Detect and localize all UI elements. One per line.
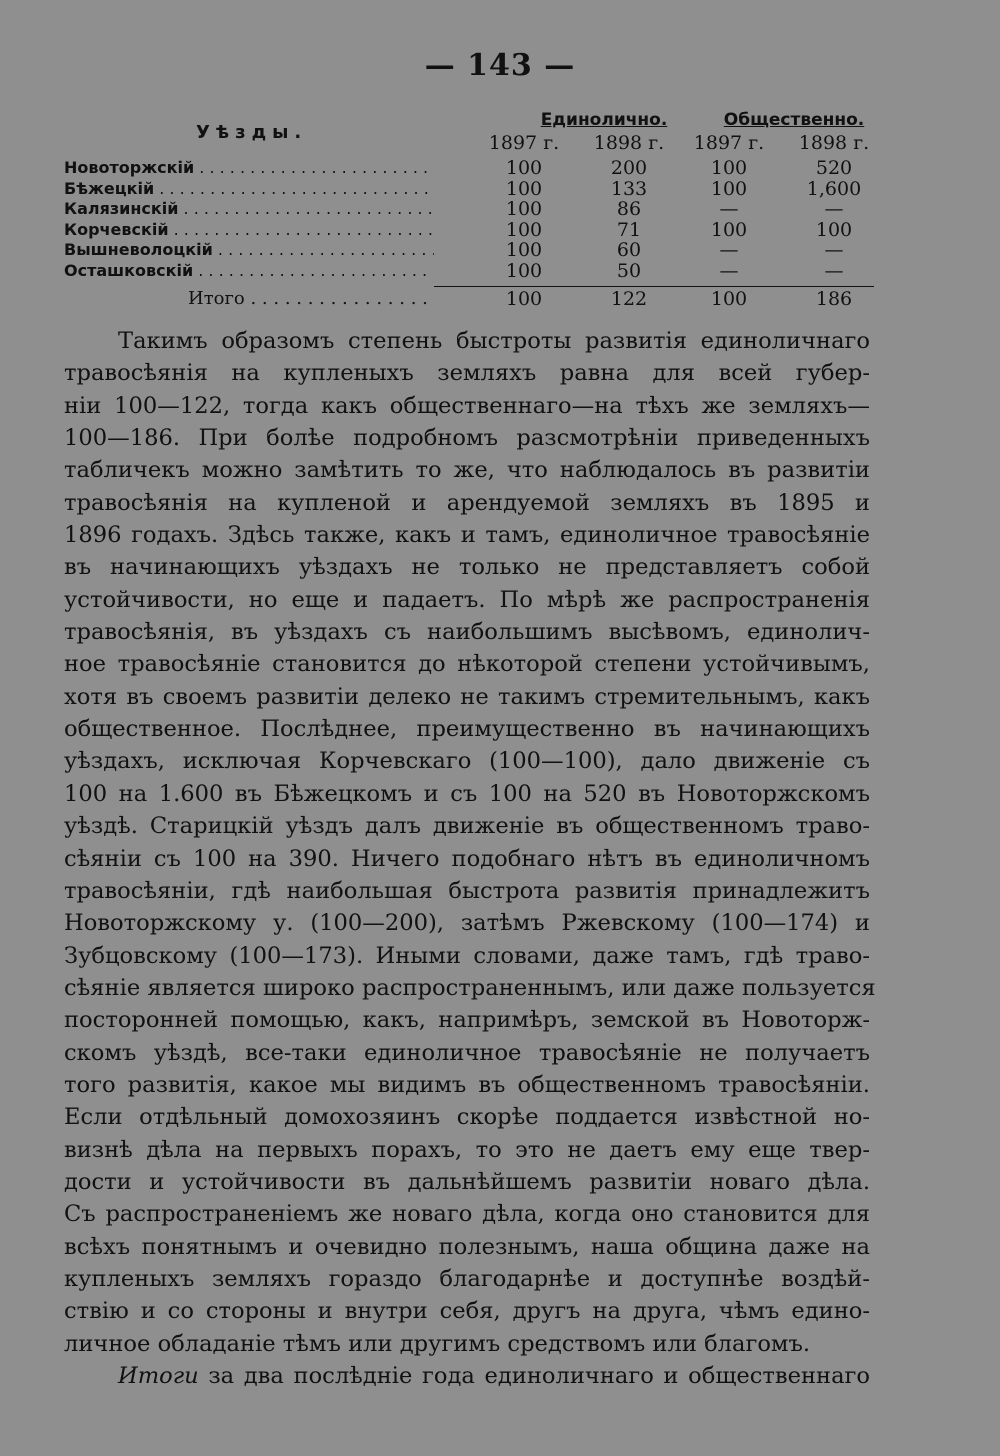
text-line: купленыхъ земляхъ гораздо благодарнѣе и доступнѣе воздѣй- [64,1265,870,1292]
text-line: визнѣ дѣла на первыхъ порахъ, то это не даетъ ему еще твер- [64,1136,870,1163]
table-cell: 86 [616,198,642,220]
table-cell: 100 [505,177,543,200]
year-header: 1898 г. [593,132,665,154]
table-cell: 100 [815,218,853,241]
text-line: 100 на 1.600 въ Бѣжецкомъ и съ 100 на 520 въ Новоторжскомъ [64,780,870,807]
text-line: дости и устойчивости въ дальнѣйшемъ развитіи новаго дѣла. [64,1168,870,1195]
text-line: ствію и со стороны и внутри себя, другъ на друга, чѣмъ едино- [64,1298,870,1325]
italic-word: Итоги [118,1363,199,1389]
text-line: того развитія, какое мы видимъ въ общественномъ травосѣяніи. [64,1071,870,1098]
district-name: Калязинскій . . . [64,199,434,220]
table-row [64,220,874,241]
table-cell: 100 [505,259,543,282]
table-cell: 50 [616,259,642,282]
group-header-communal: Общественно. [723,110,865,130]
total-row [64,288,874,310]
table-cell: 100 [505,157,543,179]
text-line: травосѣянія на купленой и арендуемой земляхъ въ 1895 и [64,489,870,516]
table-row [64,158,874,179]
text-line: табличекъ можно замѣтить то же, что наблюдалось въ развитіи [64,457,870,484]
text-line: въ начинающихъ уѣздахъ не только не представляетъ собой [64,554,870,581]
text-line: сѣяніе является широко распространеннымъ, или даже пользуется [64,974,876,1001]
page-number: — 143 — [424,48,576,83]
table-cell: 100 [505,239,543,261]
table-cell: 100 [710,218,748,241]
text-line-final [64,1360,870,1392]
district-column-header: Уѣзды. [196,122,308,143]
text-line: общественное. Послѣднее, преимущественно въ начинающихъ [64,716,870,743]
table-cell: 100 [710,157,748,179]
table-row [64,179,874,200]
text-fragment: за два послѣдніе года единоличнаго и общественнаго [198,1363,870,1389]
total-label: Итого . . . [188,288,438,310]
text-line: Если отдѣльный домохозяинъ скорѣе поддается извѣстной но- [64,1104,870,1131]
table-cell: 520 [815,157,853,179]
table-cell: 200 [610,157,648,179]
district-name: Новоторжскій . . . [64,158,434,179]
table-cell: 1,600 [806,177,862,200]
table-cell: — [824,259,844,282]
table-cell: — [719,239,739,261]
table-cell: 100 [710,288,748,310]
table-row [64,261,874,282]
table-cell: 100 [710,177,748,200]
year-header: 1898 г. [798,132,870,154]
text-line: посторонней помощью, какъ, напримѣръ, земской въ Новоторж- [64,1007,870,1034]
text-line: всѣхъ понятнымъ и очевидно полезнымъ, наша община даже на [64,1233,870,1260]
group-header-individual: Единолично. [540,110,668,130]
table-cell: — [719,198,739,220]
text-line: 1896 годахъ. Здѣсь также, какъ и тамъ, единоличное травосѣяніе [64,522,870,549]
text-line: травосѣянія, въ уѣздахъ съ наибольшимъ высѣвомъ, единолич- [64,619,870,646]
table-cell: 186 [815,288,853,310]
text-line: травосѣянія на купленыхъ земляхъ равна для всей губер- [64,360,870,387]
text-line: хотя въ своемъ развитіи делеко не такимъ стремительнымъ, какъ [64,683,870,710]
text-line: Зубцовскому (100—173). Иными словами, даже тамъ, гдѣ траво- [64,942,870,969]
district-name: Осташковскій . . . [64,261,434,282]
district-name: Вышневолоцкій . . . [64,240,434,261]
year-header: 1897 г. [488,132,560,154]
table-cell: — [824,239,844,261]
text-line: сѣяніи съ 100 на 390. Ничего подобнаго нѣтъ въ единоличномъ [64,845,870,872]
text-line: устойчивости, но еще и падаетъ. По мѣрѣ же распространенія [64,586,870,613]
table-cell: — [719,259,739,282]
table-body [64,158,874,281]
district-name: Корчевскій . . . [64,220,434,241]
text-line: Такимъ образомъ степень быстроты развитія единоличнаго [118,328,870,354]
text-line: скомъ уѣздѣ, все-таки единоличное травосѣяніе не получаетъ [64,1039,870,1066]
text-line: ніи 100—122, тогда какъ общественнаго—на тѣхъ же земляхъ— [64,392,870,419]
table-cell: 60 [616,239,642,261]
body-text [64,325,876,1392]
year-header: 1897 г. [693,132,765,154]
text-line: уѣздѣ. Старицкій уѣздъ далъ движеніе въ общественномъ траво- [64,813,870,840]
total-divider [434,286,874,287]
table-cell: 100 [505,218,543,241]
text-line: личное обладаніе тѣмъ или другимъ средствомъ или благомъ. [64,1330,811,1357]
text-line: уѣздахъ, исключая Корчевскаго (100—100), дало движеніе съ [64,748,870,775]
text-line: травосѣяніи, гдѣ наибольшая быстрота развитія принадлежитъ [64,877,870,904]
table-cell: 133 [610,177,648,200]
text-line: 100—186. При болѣе подробномъ разсмотрѣніи приведенныхъ [64,425,870,452]
table-cell: 100 [505,198,543,220]
table-row [64,199,874,220]
district-name: Бѣжецкій . . . [64,179,434,200]
table-cell: 100 [505,288,543,310]
text-line: Съ распространеніемъ же новаго дѣла, когда оно становится для [64,1201,870,1228]
table-cell: 71 [616,218,642,241]
table-cell: — [824,198,844,220]
table-cell: 122 [610,288,648,310]
text-line: ное травосѣяніе становится до нѣкоторой степени устойчивымъ, [64,651,870,678]
table-row [64,240,874,261]
text-line: Новоторжскому у. (100—200), затѣмъ Ржевскому (100—174) и [64,910,870,937]
